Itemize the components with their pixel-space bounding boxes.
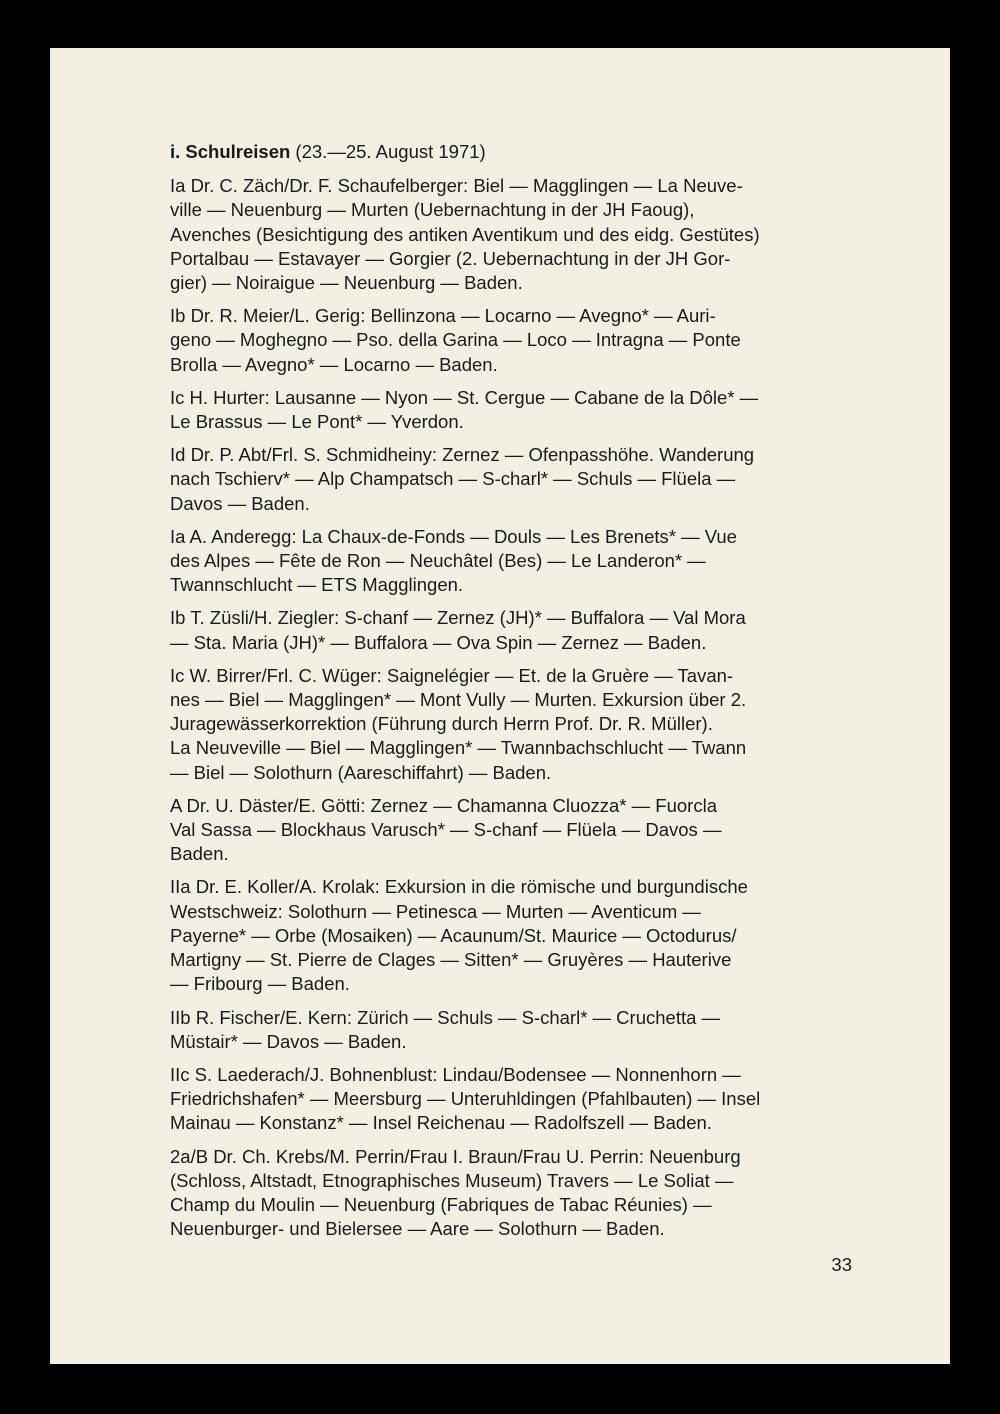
trip-entry-11: IIc S. Laederach/J. Bohnenblust: Lindau/Bodensee — Nonnenhorn — Friedrichshafen* — Meersburg — Unteruhldingen (Pfahlbauten) — Insel Mainau — Konstanz* — Insel Reichenau — Radolfszell — Baden. <box>170 1063 761 1134</box>
trip-entry-5: Ia A. Anderegg: La Chaux-de-Fonds — Douls — Les Brenets* — Vue des Alpes — Fête de Ron — Neuchâtel (Bes) — Le Landeron* — Twannschlucht — ETS Magglingen. <box>170 525 737 596</box>
section-heading <box>170 140 832 164</box>
trip-entry-1: Ia Dr. C. Zäch/Dr. F. Schaufelberger: Biel — Magglingen — La Neuve- ville — Neuenburg — Murten (Uebernachtung in der JH Faoug), Avenches (Besichtigung des antiken Aventikum und des eidg. Gestütes) Portalbau — Estavayer — Gorgier (2. Uebernachtung in der JH Gor- gier) — Noiraigue — Neuenburg — Baden. <box>170 175 760 294</box>
trip-entry-9: IIa Dr. E. Koller/A. Krolak: Exkursion in die römische und burgundische Westschweiz: Solothurn — Petinesca — Murten — Aventicum — Payerne* — Orbe (Mosaiken) — Acaunum/St. Maurice — Octodurus/ Martigny — St. Pierre de Clages — Sitten* — Gruyères — Hauterive — Fribourg — Baden. <box>170 876 748 995</box>
trip-entry-2: Ib Dr. R. Meier/L. Gerig: Bellinzona — Locarno — Avegno* — Auri- geno — Moghegno — Pso. della Garina — Loco — Intragna — Ponte Brolla — Avegno* — Locarno — Baden. <box>170 305 741 375</box>
document-page <box>50 48 950 1364</box>
section-heading-dates: (23.—25. August 1971) <box>290 141 486 162</box>
page-content <box>170 140 832 1250</box>
trip-entry-6: Ib T. Züsli/H. Ziegler: S-chanf — Zernez (JH)* — Buffalora — Val Mora — Sta. Maria (JH)* — Buffalora — Ova Spin — Zernez — Baden. <box>170 607 746 653</box>
page-number: 33 <box>831 1254 852 1275</box>
trip-entry-10: IIb R. Fischer/E. Kern: Zürich — Schuls — S-charl* — Cruchetta — Müstair* — Davos — Baden. <box>170 1006 721 1052</box>
trip-entry-8: A Dr. U. Däster/E. Götti: Zernez — Chamanna Cluozza* — Fuorcla Val Sassa — Blockhaus Varusch* — S-chanf — Flüela — Davos — Baden. <box>170 794 722 865</box>
trip-entry-7: Ic W. Birrer/Frl. C. Wüger: Saignelégier — Et. de la Gruère — Tavan- nes — Biel — Magglingen* — Mont Vully — Murten. Exkursion über 2. Juragewässerkorrektion (Führung durch Herrn Prof. Dr. R. Müller). La Neuveville — Biel — Magglingen* — Twannbachschlucht — Twann — Biel — Solothurn (Aareschiffahrt) — Baden. <box>170 664 747 783</box>
section-heading-label: i. Schulreisen <box>170 141 291 162</box>
trip-entry-3: Ic H. Hurter: Lausanne — Nyon — St. Cergue — Cabane de la Dôle* — Le Brassus — Le Pont* — Yverdon. <box>170 386 759 433</box>
trip-entry-4: Id Dr. P. Abt/Frl. S. Schmidheiny: Zernez — Ofenpasshöhe. Wanderung nach Tschierv* — Alp Champatsch — S-charl* — Schuls — Flüela — Davos — Baden. <box>170 444 755 514</box>
trip-entry-12: 2a/B Dr. Ch. Krebs/M. Perrin/Frau I. Braun/Frau U. Perrin: Neuenburg (Schloss, Altstadt, Etnographisches Museum) Travers — Le Soliat — Champ du Moulin — Neuenburg (Fabriques de Tabac Réunies) — Neuenburger- und Bielersee — Aare — Solothurn — Baden. <box>170 1145 741 1240</box>
